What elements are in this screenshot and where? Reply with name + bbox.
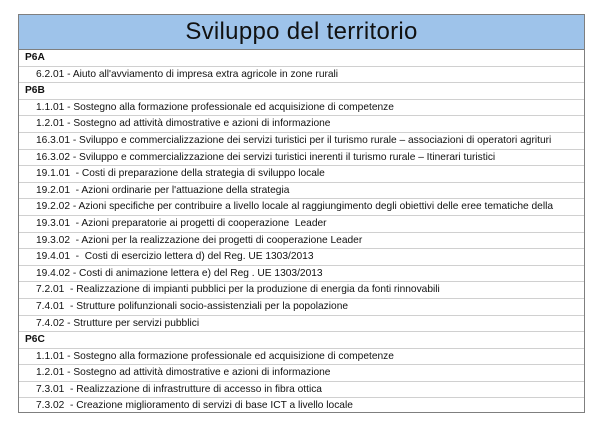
- measure-description: - Sostegno alla formazione professionale ed acquisizione di competenze: [64, 101, 394, 113]
- title-header: [19, 15, 584, 50]
- measure-code: 7.3.01: [36, 383, 65, 395]
- group-header-p6a: P6A: [19, 50, 584, 67]
- table-row: [19, 316, 584, 333]
- table-row: [19, 349, 584, 366]
- spreadsheet-table: [18, 14, 585, 413]
- group-header-p6c: P6C: [19, 332, 584, 349]
- table-row: [19, 365, 584, 382]
- measure-description: - Sviluppo e commercializzazione dei servizi turistici inerenti il turismo rurale – Itinerari turistici: [70, 151, 496, 163]
- measure-description: - Realizzazione di infrastrutture di accesso in fibra ottica: [64, 383, 322, 395]
- table-row: [19, 166, 584, 183]
- table-row: [19, 299, 584, 316]
- table-row: [19, 150, 584, 167]
- page-title: Sviluppo del territorio: [185, 18, 418, 45]
- measure-description: - Strutture polifunzionali socio-assistenziali per la popolazione: [64, 300, 349, 312]
- measure-code: 19.2.02: [36, 201, 70, 213]
- table-row: [19, 133, 584, 150]
- measure-code: 7.2.01: [36, 284, 65, 296]
- measure-description: - Sviluppo e commercializzazione dei servizi turistici per il turismo rurale – associazioni di operatori agrituri: [70, 134, 552, 146]
- measure-description: - Azioni ordinarie per l'attuazione della strategia: [70, 184, 290, 196]
- measure-description: - Azioni per la realizzazione dei progetti di cooperazione Leader: [70, 234, 363, 246]
- measure-code: 19.3.01: [36, 217, 70, 229]
- measure-description: - Costi di preparazione della strategia di sviluppo locale: [70, 168, 325, 180]
- measure-description: - Azioni specifiche per contribuire a livello locale al raggiungimento degli obiettivi delle eree tematiche della: [70, 201, 554, 213]
- measure-description: - Sostegno alla formazione professionale ed acquisizione di competenze: [64, 350, 394, 362]
- measure-code: 16.3.02: [36, 151, 70, 163]
- measure-code: 19.2.01: [36, 184, 70, 196]
- measure-description: - Realizzazione di impianti pubblici per la produzione di energia da fonti rinnovabili: [64, 284, 440, 296]
- measure-description: - Strutture per servizi pubblici: [64, 317, 200, 329]
- measure-code: 6.2.01: [36, 68, 65, 80]
- table-row: [19, 249, 584, 266]
- measure-code: 1.2.01: [36, 367, 65, 379]
- table-row: [19, 100, 584, 117]
- table-row: [19, 382, 584, 399]
- measure-code: 19.4.01: [36, 251, 70, 263]
- table-row: [19, 216, 584, 233]
- measure-description: - Sostegno ad attività dimostrative e azioni di informazione: [64, 118, 331, 130]
- measure-code: 7.3.02: [36, 400, 65, 412]
- measure-description: - Costi di esercizio lettera d) del Reg. UE 1303/2013: [70, 251, 314, 263]
- measure-code: 19.3.02: [36, 234, 70, 246]
- measure-list: [19, 50, 584, 413]
- table-row: [19, 116, 584, 133]
- measure-description: - Azioni preparatorie ai progetti di cooperazione Leader: [70, 217, 327, 229]
- table-row: [19, 398, 584, 413]
- group-header-p6b: P6B: [19, 83, 584, 100]
- table-row: [19, 199, 584, 216]
- table-row: [19, 183, 584, 200]
- table-row: [19, 67, 584, 84]
- measure-code: 1.2.01: [36, 118, 65, 130]
- measure-description: - Creazione miglioramento di servizi di base ICT a livello locale: [64, 400, 353, 412]
- table-row: [19, 266, 584, 283]
- table-row: [19, 233, 584, 250]
- measure-code: 1.1.01: [36, 101, 65, 113]
- measure-code: 7.4.02: [36, 317, 65, 329]
- measure-code: 19.4.02: [36, 267, 70, 279]
- measure-description: - Costi di animazione lettera e) del Reg . UE 1303/2013: [70, 267, 323, 279]
- measure-code: 19.1.01: [36, 168, 70, 180]
- measure-code: 16.3.01: [36, 134, 70, 146]
- table-row: [19, 282, 584, 299]
- measure-description: - Sostegno ad attività dimostrative e azioni di informazione: [64, 367, 331, 379]
- measure-code: 7.4.01: [36, 300, 65, 312]
- measure-code: 1.1.01: [36, 350, 65, 362]
- measure-description: - Aiuto all'avviamento di impresa extra agricole in zone rurali: [64, 68, 339, 80]
